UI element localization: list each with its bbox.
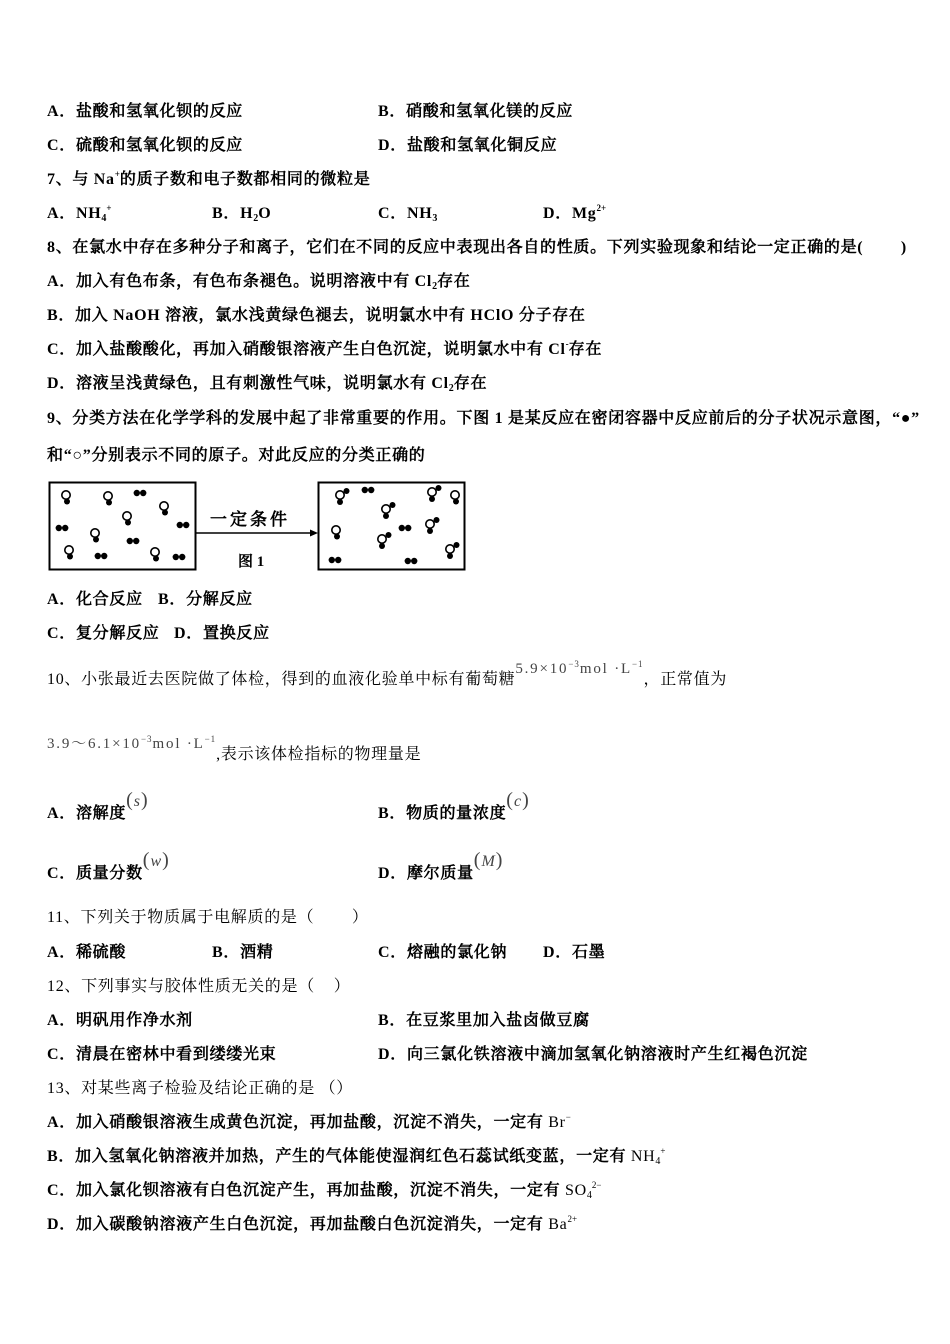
option-label: C．	[378, 205, 407, 222]
q11-option-c	[378, 943, 507, 963]
paren-close: )	[495, 849, 504, 871]
option-label: C．	[47, 1046, 76, 1063]
charge-superscript: 2+	[567, 1214, 578, 1224]
option-text: 盐酸和氢氧化钡的反应	[75, 103, 243, 120]
q12-option-d	[378, 1045, 808, 1065]
q7-option-b	[212, 204, 271, 224]
q9-option-b	[158, 590, 253, 610]
q13-option-d	[47, 1215, 577, 1235]
unit-exponent: −1	[631, 659, 644, 669]
figure-caption: 图 1	[238, 554, 265, 570]
option-label: C．	[47, 625, 76, 642]
quantity-symbol	[126, 789, 149, 811]
option-label: D．	[378, 1046, 407, 1063]
option-label: B．	[47, 1148, 76, 1165]
reaction-diagram	[48, 480, 468, 574]
formula-subscript: 2	[253, 213, 259, 224]
charge-superscript: −	[565, 1112, 571, 1122]
q6-option-d	[378, 136, 557, 156]
value-unit: mol ·L	[579, 661, 632, 677]
option-text: 石墨	[571, 944, 606, 961]
option-label: C．	[47, 1182, 76, 1199]
formula-base: NH	[75, 205, 102, 222]
q8-option-b	[47, 306, 586, 326]
ion-formula: Ba	[548, 1216, 568, 1233]
option-label: A．	[47, 103, 76, 120]
q10-option-c	[47, 849, 170, 882]
q9-stem-line-1: 9、分类方法在化学学科的发展中起了非常重要的作用。下图 1 是某反应在密闭容器中反应前后的分子状况示意图，“●”	[47, 410, 920, 427]
option-text: 加入盐酸酸化，再加入硝酸银溶液产生白色沉淀，说明氯水中有 Cl	[75, 341, 566, 358]
formula-subscript: 2	[448, 383, 454, 394]
option-label: D．	[543, 205, 572, 222]
q7-option-a	[47, 204, 112, 224]
formula-subscript: 3	[432, 213, 438, 224]
paren-open: (	[126, 789, 134, 811]
option-label: D．	[174, 625, 203, 642]
ion-formula: Br	[548, 1114, 566, 1131]
q6-option-c	[47, 136, 243, 156]
normal-range-formula	[47, 736, 216, 752]
option-label: B．	[212, 944, 241, 961]
paren-open: (	[142, 849, 151, 871]
q12-option-b	[378, 1011, 590, 1031]
option-label: D．	[47, 1216, 76, 1233]
q9-stem-line-2: 和“○”分别表示不同的原子。对此反应的分类正确的	[47, 447, 426, 464]
option-text: 硫酸和氢氧化钡的反应	[75, 137, 243, 154]
q9-option-a	[47, 590, 143, 610]
charge-superscript: 2−	[591, 1180, 602, 1190]
charge-superscript: +	[660, 1146, 666, 1156]
option-text: 存在	[568, 341, 603, 358]
paren-open: (	[473, 849, 482, 871]
option-text: 存在	[453, 375, 488, 392]
charge-superscript: +	[106, 203, 112, 213]
option-label: D．	[378, 137, 407, 154]
charge-superscript: +	[114, 169, 120, 179]
symbol-letter: s	[133, 793, 141, 810]
option-text: 分解反应	[186, 591, 253, 608]
option-text: 物质的量浓度	[406, 805, 507, 822]
reaction-arrowhead-icon	[310, 530, 318, 537]
option-text: 熔融的氯化钠	[406, 944, 508, 961]
option-label: B．	[378, 1012, 407, 1029]
option-text: 加入碳酸钠溶液产生白色沉淀，再加盐酸白色沉淀消失，一定有	[75, 1216, 549, 1233]
formula-subscript: 4	[101, 213, 107, 224]
q6-option-a	[47, 102, 243, 122]
range-mantissa: 3.9～6.1×10	[47, 736, 141, 752]
q8-stem: 8、在氯水中存在多种分子和离子，它们在不同的反应中表现出各自的性质。下列实验现象和结论一定正确的是( )	[47, 239, 907, 256]
q9-option-c	[47, 624, 159, 644]
option-text: 复分解反应	[75, 625, 160, 642]
q7-option-d	[543, 204, 606, 224]
option-text: 硝酸和氢氧化镁的反应	[406, 103, 574, 120]
option-text: 加入氢氧化钠溶液并加热，产生的气体能使湿润红色石蕊试纸变蓝，一定有	[75, 1148, 631, 1165]
range-exponent: −3	[140, 734, 153, 744]
q8-option-d	[47, 374, 487, 394]
option-label: B．	[378, 805, 407, 822]
option-text: 摩尔质量	[406, 865, 474, 882]
stem-text: 的质子数和电子数都相同的微粒是	[119, 171, 371, 188]
glucose-value-formula	[515, 661, 643, 677]
q13-option-a	[47, 1113, 571, 1133]
option-text: 溶解度	[75, 805, 127, 822]
paren-close: )	[140, 789, 149, 811]
q12-option-c	[47, 1045, 276, 1065]
option-text: 加入氯化钡溶液有白色沉淀产生，再加盐酸，沉淀不消失，一定有	[75, 1182, 565, 1199]
option-label: A．	[47, 273, 76, 290]
option-label: A．	[47, 591, 76, 608]
formula-base: Mg	[571, 205, 597, 222]
option-label: C．	[47, 341, 76, 358]
option-text: 溶液呈浅黄绿色，且有刺激性气味，说明氯水有 Cl	[75, 375, 449, 392]
q11-stem: 11、下列关于物质属于电解质的是（ ）	[47, 909, 369, 926]
option-text: 盐酸和氢氧化铜反应	[406, 137, 558, 154]
formula-base: H	[240, 205, 254, 222]
stem-text: 10、小张最近去医院做了体检，得到的血液化验单中标有葡萄糖	[47, 671, 516, 688]
paren-close: )	[162, 849, 170, 871]
q13-stem: 13、对某些离子检验及结论正确的是 （）	[47, 1080, 354, 1097]
charge-superscript: 2+	[596, 203, 607, 213]
ion-formula: NH	[630, 1148, 656, 1165]
option-text: 明矾用作净水剂	[75, 1012, 193, 1029]
q11-option-a	[47, 943, 126, 963]
quantity-symbol	[474, 849, 504, 871]
paren-open: (	[506, 789, 514, 811]
option-label: B．	[378, 103, 407, 120]
q10-option-d	[378, 849, 504, 882]
formula-base: NH	[406, 205, 433, 222]
option-label: C．	[378, 944, 407, 961]
stem-text: ，正常值为	[643, 671, 728, 688]
q6-option-b	[378, 102, 573, 122]
ion-formula: SO	[564, 1182, 587, 1199]
q11-option-b	[212, 943, 273, 963]
formula-subscript: 2	[432, 281, 438, 292]
stem-text: 7、与 Na	[47, 171, 115, 188]
reaction-condition-label: 一定条件	[210, 510, 290, 529]
range-unit: mol ·L	[152, 736, 205, 752]
symbol-letter: w	[150, 853, 163, 870]
charge-superscript: -	[565, 339, 569, 349]
formula-subscript: 4	[655, 1156, 661, 1167]
option-text: 置换反应	[202, 625, 270, 642]
symbol-letter: c	[513, 793, 523, 810]
option-label: A．	[47, 1012, 76, 1029]
option-text: 加入硝酸银溶液生成黄色沉淀，再加盐酸，沉淀不消失，一定有	[75, 1114, 549, 1131]
option-text: 加入 NaOH 溶液，氯水浅黄绿色褪去，说明氯水中有 HClO 分子存在	[75, 307, 586, 324]
q8-option-c	[47, 340, 602, 360]
option-text: 加入有色布条，有色布条褪色。说明溶液中有 Cl	[75, 273, 433, 290]
option-label: B．	[47, 307, 76, 324]
option-label: D．	[543, 944, 572, 961]
stem-text: ,表示该体检指标的物理量是	[216, 746, 422, 763]
paren-close: )	[522, 789, 530, 811]
option-label: D．	[378, 865, 407, 882]
unit-exponent: −1	[204, 734, 217, 744]
option-label: A．	[47, 1114, 76, 1131]
option-text: 化合反应	[75, 591, 143, 608]
option-text: 稀硫酸	[75, 944, 127, 961]
quantity-symbol	[506, 789, 529, 811]
formula-subscript: 4	[586, 1190, 592, 1201]
option-label: A．	[47, 944, 76, 961]
q9-option-d	[174, 624, 270, 644]
symbol-letter: M	[481, 853, 496, 870]
q7-option-c	[378, 204, 437, 224]
q13-option-b	[47, 1147, 665, 1167]
q10-option-b	[378, 789, 530, 822]
option-label: C．	[47, 137, 76, 154]
q12-option-a	[47, 1011, 193, 1031]
option-label: A．	[47, 805, 76, 822]
option-text: 在豆浆里加入盐卤做豆腐	[406, 1012, 590, 1029]
option-label: B．	[158, 591, 187, 608]
option-label: A．	[47, 205, 76, 222]
option-text: 酒精	[240, 944, 274, 961]
option-text: 存在	[437, 273, 471, 290]
option-label: B．	[212, 205, 241, 222]
option-text: 向三氯化铁溶液中滴加氢氧化钠溶液时产生红褐色沉淀	[406, 1046, 808, 1063]
option-label: C．	[47, 865, 76, 882]
q13-option-c	[47, 1181, 601, 1201]
option-text: 质量分数	[75, 865, 143, 882]
option-label: D．	[47, 375, 76, 392]
option-text: 清晨在密林中看到缕缕光束	[75, 1046, 277, 1063]
value-mantissa: 5.9×10	[515, 661, 569, 677]
q11-option-d	[543, 943, 605, 963]
formula-rest: O	[258, 205, 272, 222]
q12-stem: 12、下列事实与胶体性质无关的是（ ）	[47, 978, 351, 995]
value-exponent: −3	[568, 659, 580, 669]
q10-option-a	[47, 789, 149, 822]
q7-stem	[47, 170, 370, 190]
q8-option-a	[47, 272, 470, 292]
quantity-symbol	[143, 849, 170, 871]
